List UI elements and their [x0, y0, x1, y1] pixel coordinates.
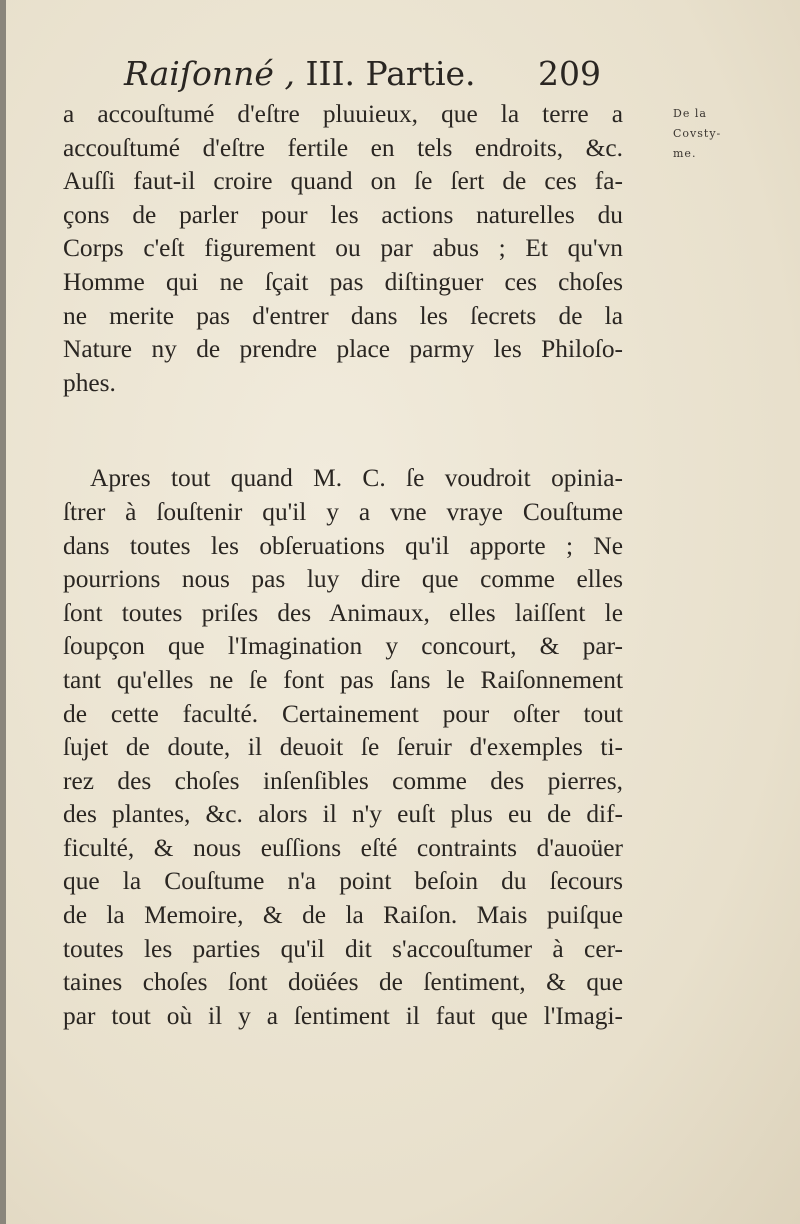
body-text	[63, 98, 623, 1033]
text-line: rez des choſes inſenſibles comme des pierres,	[63, 766, 623, 795]
text-line: ne merite pas d'entrer dans les ſecrets de la	[63, 301, 623, 330]
text-line: taines choſes ſont doüées de ſentiment, & que	[63, 968, 623, 997]
running-title: Raiſonné ,	[124, 54, 295, 93]
text-line: toutes les parties qu'il dit s'accouſtumer à cer-	[63, 934, 623, 963]
text-line: Homme qui ne ſçait pas diſtinguer ces choſes	[63, 267, 623, 296]
text-line: pourrions nous pas luy dire que comme elles	[63, 565, 623, 594]
text-line: que la Couſtume n'a point beſoin du ſecours	[63, 867, 623, 896]
text-line: Nature ny de prendre place parmy les Philoſo-	[63, 335, 623, 364]
text-line: ſtrer à ſouſtenir qu'il y a vne vraye Couſtume	[63, 497, 623, 526]
text-line: Apres tout quand M. C. ſe voudroit opinia-	[90, 464, 623, 493]
text-line: tant qu'elles ne ſe font pas ſans le Raiſonnement	[63, 665, 623, 694]
margin-note-line: me.	[673, 147, 697, 160]
text-line: de la Memoire, & de la Raiſon. Mais puiſque	[63, 901, 623, 930]
text-line: ficulté, & nous euſſions eſté contraints d'auoüer	[63, 833, 623, 862]
text-line: phes.	[63, 368, 116, 397]
text-line: ſont toutes priſes des Animaux, elles laiſſent le	[63, 598, 623, 627]
text-line: de cette faculté. Certainement pour oſter tout	[63, 699, 623, 728]
text-line: dans toutes les obſeruations qu'il apporte ; Ne	[63, 531, 623, 560]
margin-note-line: Covsty-	[673, 127, 722, 140]
text-line: ſoupçon que l'Imagination y concourt, & par-	[63, 632, 623, 661]
text-line: Corps c'eſt figurement ou par abus ; Et qu'vn	[63, 234, 623, 263]
text-line: accouſtumé d'eſtre fertile en tels endroits, &c.	[63, 133, 623, 162]
margin-note	[673, 104, 753, 164]
text-line: Auſſi faut-il croire quand on ſe ſert de ces fa-	[63, 167, 623, 196]
text-line: ſujet de doute, il deuoit ſe ſeruir d'exemples ti-	[63, 733, 623, 762]
margin-note-line: De la	[673, 107, 707, 120]
paragraph-one	[63, 98, 623, 400]
text-line: a accouſtumé d'eſtre pluuieux, que la terre a	[63, 100, 623, 128]
page-header	[124, 52, 624, 96]
text-line: par tout où il y a ſentiment il faut que l'Imagi-	[63, 1001, 623, 1030]
text-line: des plantes, &c. alors il n'y euſt plus eu de dif-	[63, 800, 623, 829]
page-number: 209	[538, 54, 601, 93]
text-line: çons de parler pour les actions naturelles du	[63, 200, 623, 229]
part-label: III. Partie.	[305, 54, 476, 93]
paragraph-two	[63, 462, 623, 1033]
